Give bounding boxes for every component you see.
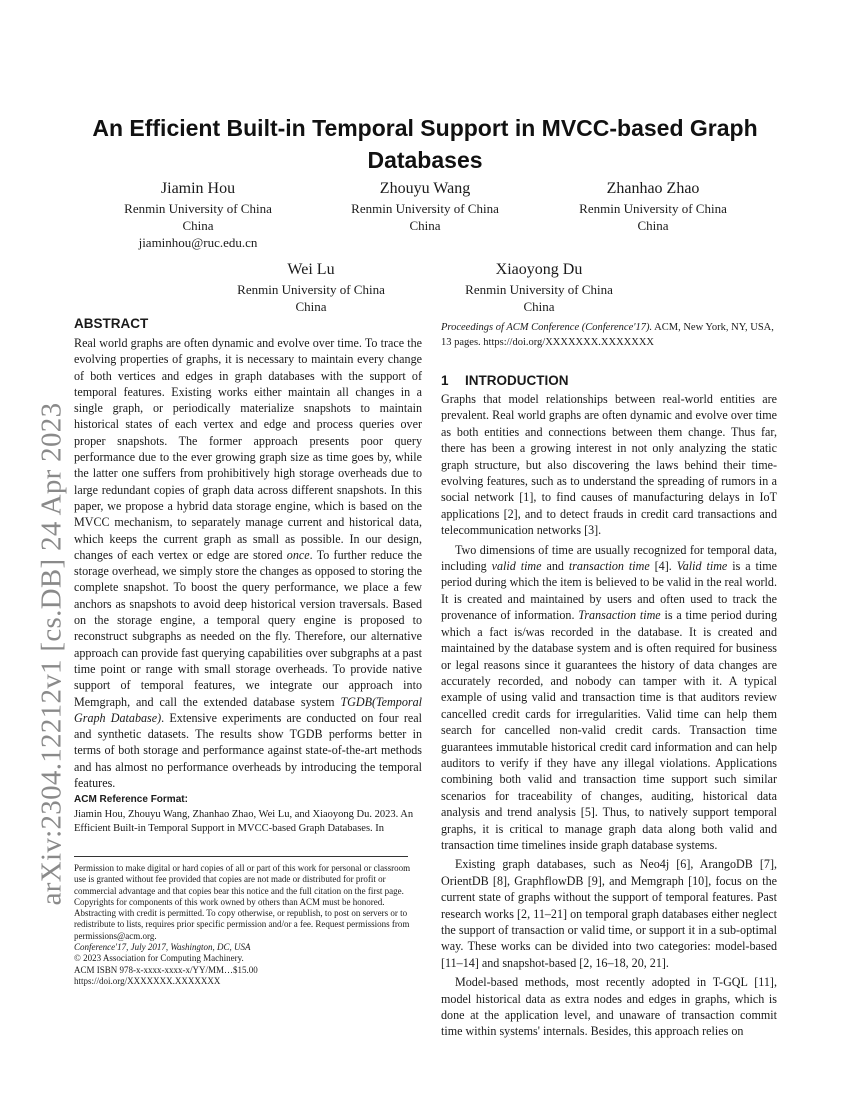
proceedings-venue: Proceedings of ACM Conference (Conference'17). [441,322,653,333]
footnote-copyright: © 2023 Association for Computing Machinery. [74,953,244,964]
paragraph: Two dimensions of time are usually recognized for temporal data, including valid time and transaction time [4]. Valid time is a time period during which the item is believed to be valid in the real world. It is created and maintained by users and often used to track the provenance of information. Transaction time is a time period during which a fact is/was recorded in the database. It is created and maintained by the database system and is often required for business or legal reasons since it guarantees the history of data changes are accurately recorded, and nobody can tamper with it. A typical example of using valid and transaction time is that auditors review cancelled credit cards for irregularities. Valid time can help them search for cancelled non-valid credit cards. Transaction time guarantees immutable historical credit card information and can help auditors to verify if they have any illegal violations. Applications combining both valid and transaction time support such similar scenarios for traceability of changes, auditing, historical data analysis and trend analysis [5]. Thus, to natively support temporal graphs, it is critical to manage graph data along both valid and transaction time timelines inside graph database systems. [441,542,777,852]
author-country: China [523,299,555,314]
abstract-text-1: Real world graphs are often dynamic and evolve over time. To trace the evolving properties of graphs, it is necessary to maintain every change of both vertices and edges in graph databases with the support of temporal features. Existing works either maintain all changes in a single graph, or periodically materialize snapshots to maintain historical states of each vertex and edge and process queries over proper snapshots. The former approach presents poor query performance due to the ever growing graph size as time goes by, while the latter one suffers from prohibitively high storage overheads due to large redundant copies of graph data across different snapshots. In this paper, we propose a hybrid data storage engine, which is based on the MVCC mechanism, to separately manage current and historical data, which keeps the current graph as small as possible. In our design, changes of each vertex or edge are stored [74,336,422,562]
author-name: Zhanhao Zhao [606,180,700,197]
abstract-body [74,335,422,791]
paper-title: An Efficient Built-in Temporal Support in MVCC-based Graph Databases [92,115,758,173]
proceedings-citation [441,320,777,350]
abstract-emphasis-once: once [286,547,310,562]
footnote-divider [74,856,408,857]
author-block [88,178,308,251]
author-block [429,259,649,315]
author-name: Jiamin Hou [160,180,236,197]
author-email: jiaminhou@ruc.edu.cn [138,235,258,250]
footnote [74,863,424,987]
paragraph: Model-based methods, most recently adopted in T-GQL [11], model historical data as extra nodes and edges in graphs, which is done at the application level, and unaware of transaction commit time within systems' internals. Besides, this approach relies on [441,975,777,1039]
paragraph: Graphs that model relationships between real-world entities are prevalent. Real world graphs are often dynamic and evolve over time as both entities and connections between them change. Thus far, there has been a growing interest in not only analyzing the static graph structure, but also discovering the laws behind their time-evolving features, such as to understand the spreading of rumors in a social network [1], to find causes of manufacturing delays in IoT applications [2], and to detect frauds in credit card transactions and telecommunication networks [3]. [441,392,777,538]
acm-reference-text: Jiamin Hou, Zhouyu Wang, Zhanhao Zhao, Wei Lu, and Xiaoyong Du. 2023. An Efficient Built-in Temporal Support in MVCC-based Graph Databases. In [74,809,414,834]
abstract-text-3: . Extensive experiments are conducted on four real and synthetic datasets. The results show TGDB performs better in terms of both storage and performance against state-of-the-art methods and has almost no performance overheads by introducing the temporal features. [74,710,422,791]
footnote-permission: Permission to make digital or hard copies of all or part of this work for personal or classroom use is granted without fee provided that copies are not made or distributed for profit or commercial advantage and that copies bear this notice and the full citation on the first page. Copyrights for components of this work owned by others than ACM must be honored. Abstracting with credit is permitted. To copy otherwise, or republish, to post on servers or to redistribute to lists, requires prior specific permission and/or a fee. Request permissions from permissions@acm.org. [74,863,411,941]
author-affiliation: Renmin University of China [124,201,272,216]
author-country: China [637,218,669,233]
paragraph: Existing graph databases, such as Neo4j [6], ArangoDB [7], OrientDB [8], GraphflowDB [9], and Memgraph [10], focus on the current state of graphs without the support of temporal features. Past research works [2, 11–21] on temporal graph databases either neglect the support of transaction or valid time, or support it in a sub-optimal way. These works can be divided into two categories: model-based [11–14] and snapshot-based [2, 16–18, 20, 21]. [441,857,777,970]
author-name: Zhouyu Wang [379,180,471,197]
footnote-doi: https://doi.org/XXXXXXX.XXXXXXX [74,975,221,986]
author-affiliation: Renmin University of China [351,201,499,216]
author-block [201,259,421,315]
proceedings-details: ACM, New York, NY, USA, 13 pages. https://doi.org/XXXXXXX.XXXXXXX [441,322,774,348]
abstract-emphasis-tgdb: TGDB(Temporal Graph Database) [74,694,422,725]
author-name: Wei Lu [287,261,335,278]
section-title: INTRODUCTION [465,373,569,388]
abstract-text-2: . To further reduce the storage overhead, we simply store the changes as opposed to storing the complete snapshot. To boost the query performance, we place a few anchors as snapshots to avoid deep historical version traversals. Based on the storage engine, a temporal query engine is proposed to reconstruct subgraphs as needed on the fly. Therefore, our alternative approach can provide fast querying capabilities over subgraphs at a past time point or range with small storage overheads. To provide native support of temporal features, we integrate our approach into Memgraph, and call the extended database system [74,547,422,709]
author-country: China [409,218,441,233]
author-block [315,178,535,234]
author-country: China [295,299,327,314]
author-affiliation: Renmin University of China [465,282,613,297]
section-number: 1 [441,373,449,388]
author-country: China [182,218,214,233]
footnote-isbn: ACM ISBN 978-x-xxxx-xxxx-x/YY/MM…$15.00 [74,964,258,975]
footnote-conference: Conference'17, July 2017, Washington, DC, USA [74,942,251,953]
author-block [543,178,763,234]
author-affiliation: Renmin University of China [237,282,385,297]
arxiv-stamp-text: arXiv:2304.12212v1 [cs.DB] 24 Apr 2023 [35,402,68,906]
abstract-heading: ABSTRACT [74,316,149,331]
section-heading-introduction [441,373,569,388]
acm-reference-heading: ACM Reference Format: [74,794,188,805]
author-name: Xiaoyong Du [495,261,583,278]
author-affiliation: Renmin University of China [579,201,727,216]
introduction-body [441,391,777,1043]
